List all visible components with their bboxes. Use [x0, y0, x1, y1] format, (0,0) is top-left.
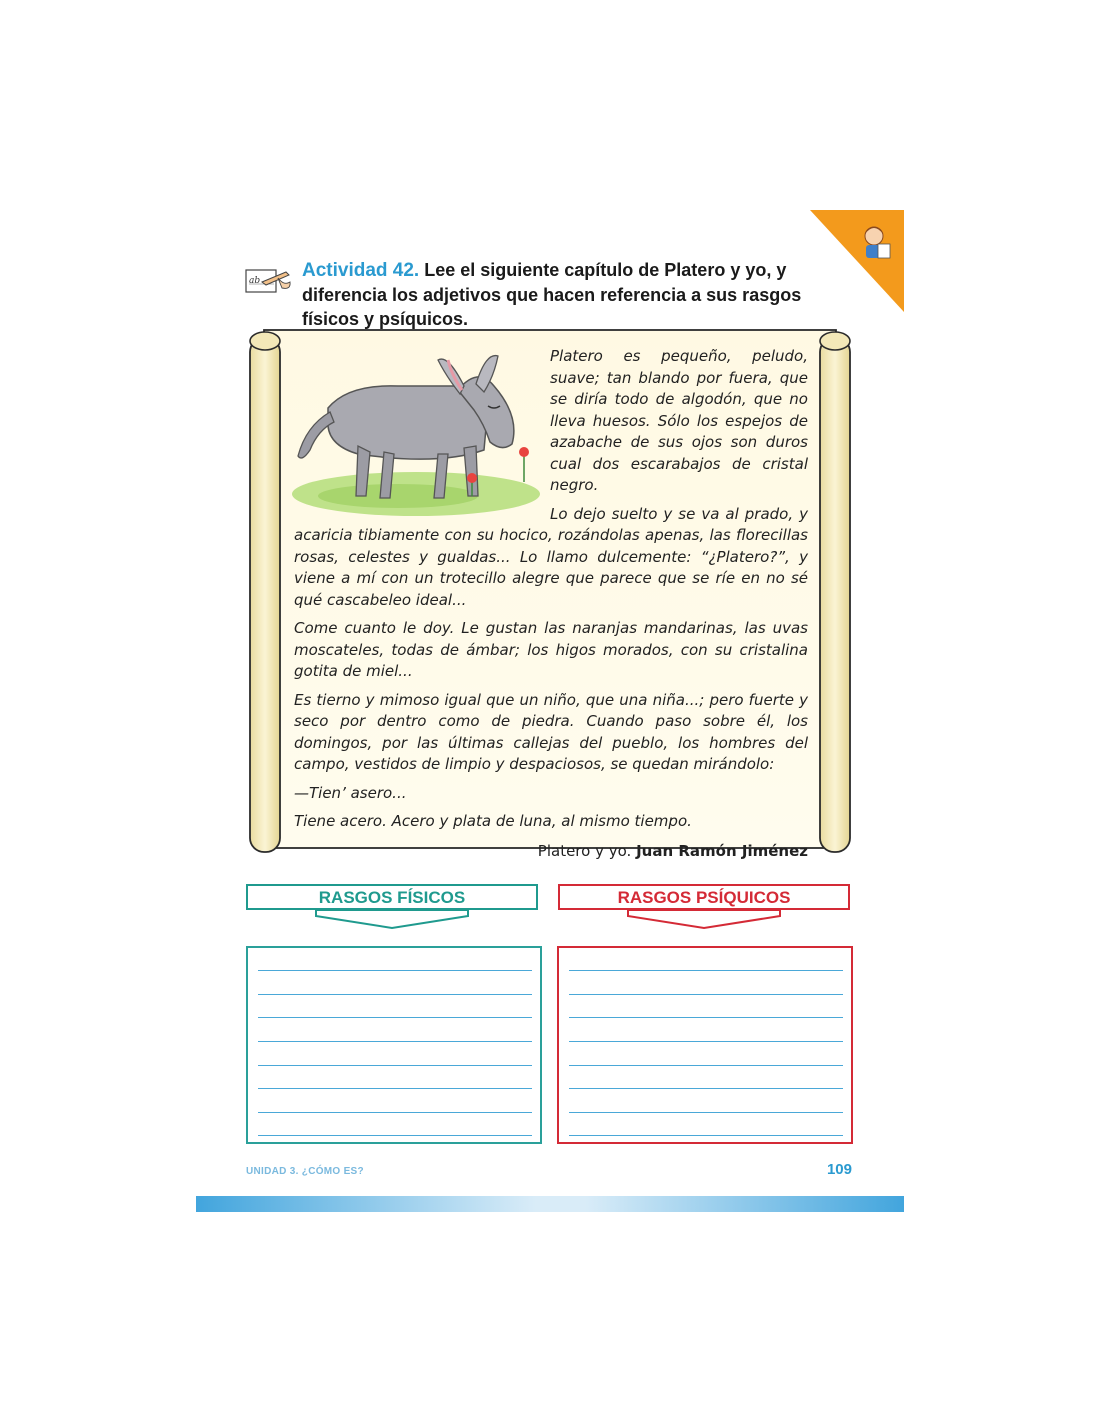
down-arrow-icon [604, 908, 804, 932]
rasgos-fisicos-writing-box[interactable] [246, 946, 542, 1144]
writing-line[interactable] [569, 1112, 843, 1113]
writing-line[interactable] [569, 1135, 843, 1136]
activity-title: Actividad 42. [302, 260, 420, 281]
paragraph-4: Es tierno y mimoso igual que un niño, que una niña...; pero fuerte y seco por dentro como de piedra. Cuando paso sobre él, los domingos, por las últimas callejas del pueblo, los hombres del campo, vestidos de limpio y despaciosos, se quedan mirándolo: [294, 690, 808, 773]
writing-line[interactable] [569, 1041, 843, 1042]
source-title: Platero y yo. [537, 841, 632, 860]
unit-title: UNIDAD 3. ¿CÓMO ES? [246, 1166, 364, 1177]
donkey-illustration [288, 346, 544, 518]
writing-line[interactable] [258, 1017, 532, 1018]
writing-hand-icon [244, 264, 292, 298]
writing-line[interactable] [569, 1017, 843, 1018]
reading-text [294, 346, 808, 869]
rasgos-psiquicos-label: RASGOS PSÍQUICOS [558, 884, 850, 910]
writing-line[interactable] [569, 970, 843, 971]
source-author: Juan Ramón Jiménez [636, 841, 808, 860]
page-number: 109 [826, 1161, 852, 1178]
svg-text:ab: ab [249, 276, 261, 286]
writing-line[interactable] [569, 1065, 843, 1066]
paragraph-2: Lo dejo suelto y se va al prado, y acaricia tibiamente con su hocico, rozándolas apenas, las florecillas rosas, celestes y gualdas... Lo llamo dulcemente: “¿Platero?”, y viene a mí con un trotecillo alegre que parece que se ríe en no sé qué cascabeleo ideal... [294, 504, 808, 609]
paragraph-6: Tiene acero. Acero y plata de luna, al mismo tiempo. [294, 812, 692, 830]
writing-line[interactable] [258, 994, 532, 995]
footer-bar [196, 1196, 904, 1212]
writing-line[interactable] [569, 994, 843, 995]
writing-line[interactable] [258, 1112, 532, 1113]
rasgos-fisicos-label: RASGOS FÍSICOS [246, 884, 538, 910]
rasgos-psiquicos-writing-box[interactable] [557, 946, 853, 1144]
writing-line[interactable] [258, 1065, 532, 1066]
paragraph-3: Come cuanto le doy. Le gustan las naranjas mandarinas, las uvas moscateles, todas de ámbar; los higos morados, con su cristalina gotita de miel... [294, 619, 808, 680]
writing-line[interactable] [258, 1135, 532, 1136]
source-citation [294, 841, 808, 863]
activity-instruction [302, 258, 862, 331]
activity-text: Lee el siguiente capítulo de Platero y yo, y diferencia los adjetivos que hacen referencia a sus rasgos físicos y psíquicos. [302, 260, 802, 329]
reading-scroll [246, 328, 854, 860]
writing-line[interactable] [258, 1088, 532, 1089]
paragraph-1: Platero es pequeño, peludo, suave; tan blando por fuera, que se diría todo de algodón, que no lleva huesos. Sólo los espejos de azabache de sus ojos son duros cual dos escarabajos de cristal negro. [550, 347, 808, 494]
writing-line[interactable] [258, 1041, 532, 1042]
down-arrow-icon [292, 908, 492, 932]
paragraph-5: —Tien’ asero... [294, 783, 407, 802]
writing-line[interactable] [258, 970, 532, 971]
writing-line[interactable] [569, 1088, 843, 1089]
